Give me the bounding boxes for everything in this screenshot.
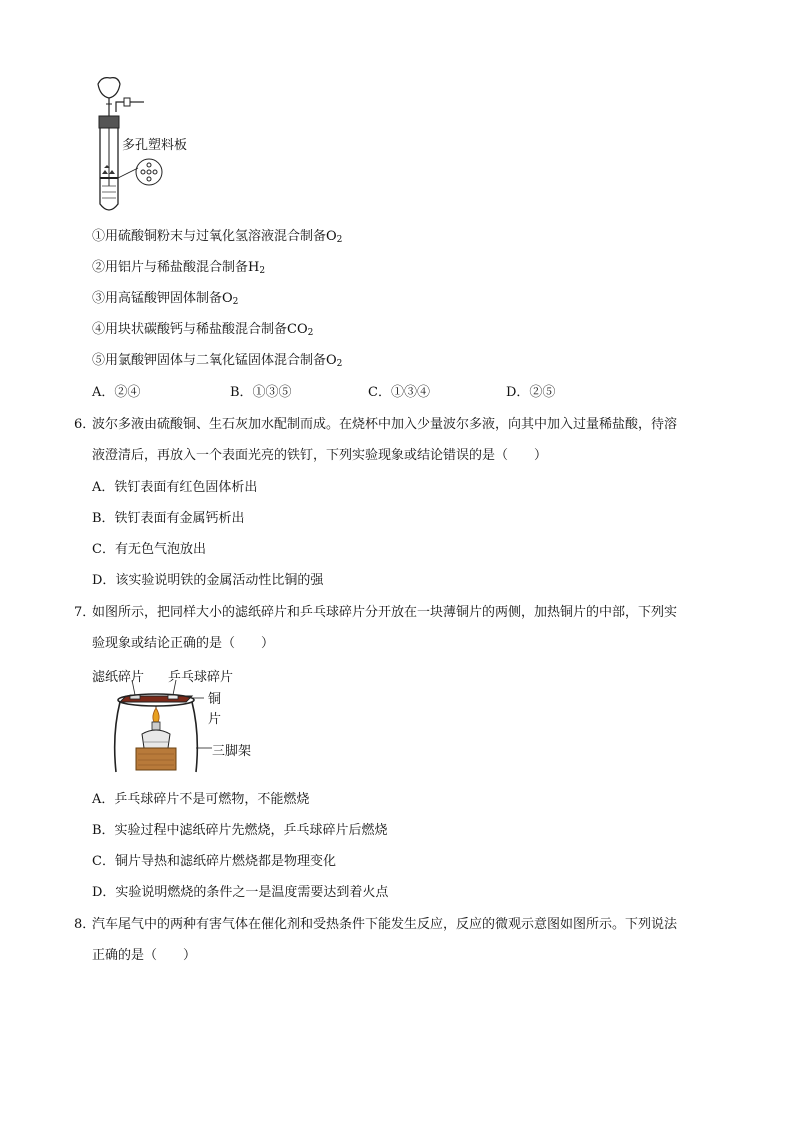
tripod-label: 三脚架	[212, 744, 252, 759]
statement-3	[92, 290, 238, 311]
q6-number: 6．	[74, 417, 96, 432]
statement-1-text: ①用硫酸铜粉末与过氧化氢溶液混合制备O	[92, 229, 337, 244]
q7-stem-line-1: 如图所示，把同样大小的滤纸碎片和乒乓球碎片分开放在一块薄铜片的两侧，加热铜片的中部，下列实	[92, 605, 678, 620]
statement-5-text: ⑤用氯酸钾固体与二氧化锰固体混合制备O	[92, 353, 337, 368]
q6-stem-line-1: 波尔多液由硫酸铜、生石灰加水配制而成。在烧杯中加入少量波尔多液，向其中加入过量稀盐酸，待溶	[92, 417, 678, 432]
statement-3-text: ③用高锰酸钾固体制备O	[92, 291, 233, 306]
statement-1-sub: 2	[336, 235, 343, 245]
statement-5	[92, 352, 342, 373]
statement-4	[92, 321, 313, 342]
statement-1	[92, 228, 342, 249]
q6-option-b[interactable]: B．铁钉表面有金属钙析出	[92, 511, 245, 526]
q8-stem-line-2: 正确的是（ ）	[92, 948, 197, 963]
q6-option-a[interactable]: A．铁钉表面有红色固体析出	[92, 480, 258, 495]
tripod-figure	[88, 664, 278, 776]
q7-number: 7．	[74, 605, 96, 620]
filter-paper-label: 滤纸碎片	[92, 670, 145, 685]
q7-option-d[interactable]: D．实验说明燃烧的条件之一是温度需要达到着火点	[92, 885, 389, 900]
copper-label-1: 铜	[208, 692, 222, 707]
statement-2-sub: 2	[259, 266, 266, 276]
q7-option-a[interactable]: A．乒乓球碎片不是可燃物，不能燃烧	[92, 792, 310, 807]
pingpong-label: 乒乓球碎片	[168, 670, 234, 685]
statement-2-text: ②用铝片与稀盐酸混合制备H	[92, 260, 260, 275]
q7-option-c[interactable]: C．铜片导热和滤纸碎片燃烧都是物理变化	[92, 854, 336, 869]
statement-4-sub: 2	[307, 328, 314, 338]
q5-option-b[interactable]: B．①③⑤	[230, 385, 292, 400]
porous-plate-label: 多孔塑料板	[122, 138, 188, 153]
q7-stem-line-2: 验现象或结论正确的是（ ）	[92, 636, 275, 651]
statement-5-sub: 2	[336, 359, 343, 369]
statement-4-text: ④用块状碳酸钙与稀盐酸混合制备CO	[92, 322, 308, 337]
q5-option-d[interactable]: D．②⑤	[506, 385, 556, 400]
q5-option-c[interactable]: C．①③④	[368, 385, 430, 400]
apparatus-figure	[88, 74, 208, 220]
q6-stem-line-2: 液澄清后，再放入一个表面光亮的铁钉，下列实验现象或结论错误的是（ ）	[92, 448, 548, 463]
q5-option-a[interactable]: A．②④	[92, 385, 141, 400]
copper-label-2: 片	[208, 712, 222, 727]
statement-3-sub: 2	[232, 297, 239, 307]
q6-option-d[interactable]: D．该实验说明铁的金属活动性比铜的强	[92, 573, 324, 588]
q6-option-c[interactable]: C．有无色气泡放出	[92, 542, 206, 557]
q7-option-b[interactable]: B．实验过程中滤纸碎片先燃烧，乒乓球碎片后燃烧	[92, 823, 388, 838]
statement-2	[92, 259, 265, 280]
q8-stem-line-1: 汽车尾气中的两种有害气体在催化剂和受热条件下能发生反应，反应的微观示意图如图所示。下列说法	[92, 917, 678, 932]
q8-number: 8．	[74, 917, 96, 932]
